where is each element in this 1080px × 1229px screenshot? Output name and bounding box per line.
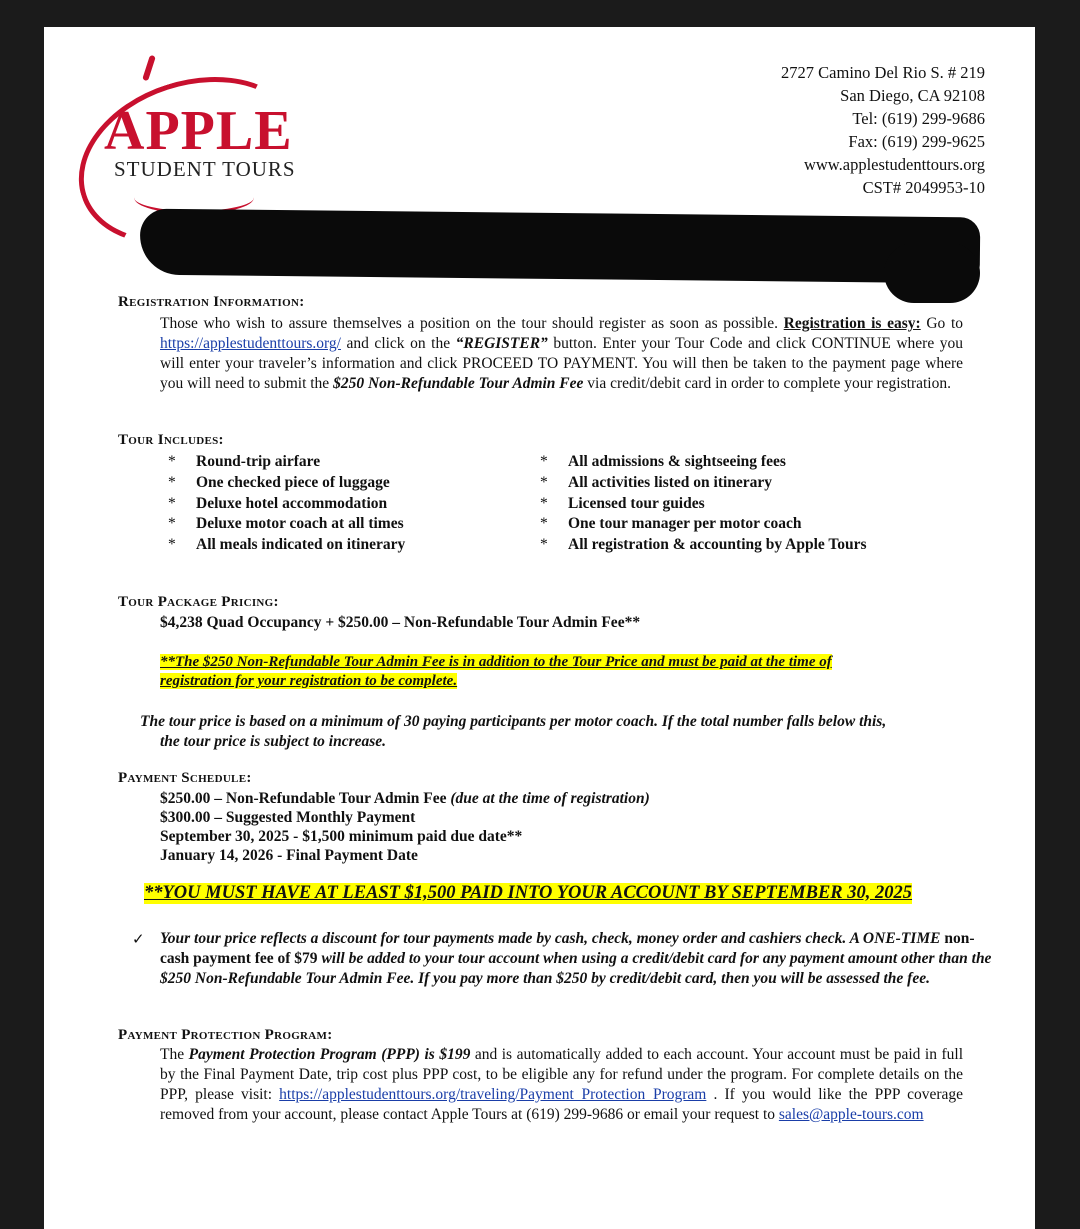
include-item: Round-trip airfare [196, 453, 321, 470]
note-line-2: the tour price is subject to increase. [160, 733, 387, 750]
list-item [532, 535, 867, 556]
ppp-link[interactable]: https://applestudenttours.org/traveling/Payment_Protection_Program [279, 1086, 707, 1103]
include-item: One tour manager per motor coach [568, 515, 802, 533]
address-website: www.applestudenttours.org [803, 155, 985, 174]
list-item [160, 452, 405, 473]
list-item [160, 494, 405, 515]
include-item: Deluxe motor coach at all times [196, 515, 404, 533]
registration-text-5: via credit/debit card in order to complete your registration. [587, 375, 951, 392]
list-item [160, 535, 405, 556]
discount-text-b: non-cash payment fee of $79 [160, 930, 975, 967]
apple-stem-icon [142, 55, 156, 82]
bullet-icon: * [540, 473, 548, 491]
ppp-text-2: and is automatically added to each account. Your account must be paid in full by the Final Payment Date, trip cost plus PPP cost, to be eligible any for refund under the program. For complete details on the PPP, please visit: [160, 1046, 964, 1103]
minimum-participants-note [140, 712, 970, 752]
schedule-line-1 [160, 790, 650, 808]
registration-easy: Registration is easy: [783, 315, 921, 332]
ppp-heading: Payment Protection Program: [118, 1027, 333, 1043]
bullet-icon: * [540, 494, 548, 512]
bullet-icon: * [540, 536, 548, 554]
schedule-line-3: September 30, 2025 - $1,500 minimum paid due date** [160, 828, 523, 845]
list-item [160, 514, 405, 535]
redaction-mark [140, 209, 981, 284]
admin-fee-highlight-line-1: **The $250 Non-Refundable Tour Admin Fee is in addition to the Tour Price and must be paid at the time of [160, 654, 832, 670]
schedule-admin-fee: $250.00 – Non-Refundable Tour Admin Fee [160, 790, 447, 807]
address-street: 2727 Camino Del Rio S. # 219 [781, 63, 985, 82]
bullet-icon: * [168, 453, 176, 470]
ppp-text-3: . If you would like the PPP coverage removed from your account, please contact Apple Tours at (619) 299-9686 or email your request to [160, 1086, 964, 1123]
list-item [532, 494, 867, 515]
company-address-block [781, 61, 985, 199]
bullet-icon: * [168, 494, 176, 512]
list-item [532, 514, 867, 535]
includes-left-list [160, 452, 405, 556]
bullet-icon: * [540, 515, 548, 533]
registration-text-3: and click on the [346, 335, 451, 352]
admin-fee-text: $250 Non-Refundable Tour Admin Fee [333, 375, 584, 392]
include-item: All activities listed on itinerary [568, 473, 773, 491]
pricing-line: $4,238 Quad Occupancy + $250.00 – Non-Refundable Tour Admin Fee** [160, 614, 641, 631]
registration-text-4: button. Enter your Tour Code and click CONTINUE where you will enter your traveler’s information and click PROCEED TO PAYMENT. You will then be taken to the payment page where you will need to submit the [160, 335, 964, 392]
registration-text-2: Go to [926, 315, 964, 332]
include-item: All registration & accounting by Apple Tours [568, 536, 867, 554]
discount-text-a: Your tour price reflects a discount for tour payments made by cash, check, money order and cashiers check. A ONE-TIME [160, 930, 941, 947]
register-button-reference: “REGISTER” [455, 335, 548, 352]
bullet-icon: * [168, 536, 176, 554]
admin-fee-highlight-line-2: registration for your registration to be complete. [160, 673, 458, 689]
address-city: San Diego, CA 92108 [840, 86, 985, 105]
registration-text-1: Those who wish to assure themselves a position on the tour should register as soon as possible. [160, 315, 778, 332]
note-line-1: The tour price is based on a minimum of 30 paying participants per motor coach. If the total number falls below this, [140, 713, 887, 730]
bullet-icon: * [168, 515, 176, 533]
schedule-admin-fee-note: (due at the time of registration) [450, 790, 650, 807]
include-item: All admissions & sightseeing fees [568, 453, 786, 470]
checkmark-icon: ✓ [132, 932, 145, 948]
pricing-heading: Tour Package Pricing: [118, 594, 279, 610]
list-item [532, 473, 867, 494]
includes-right-list [532, 452, 867, 556]
logo-student-tours-text: STUDENT TOURS [114, 157, 296, 181]
redaction-mark-tail [884, 243, 980, 303]
schedule-line-2: $300.00 – Suggested Monthly Payment [160, 809, 416, 826]
include-item: One checked piece of luggage [196, 473, 390, 491]
list-item [160, 473, 405, 494]
schedule-line-4: January 14, 2026 - Final Payment Date [160, 847, 418, 864]
include-item: All meals indicated on itinerary [196, 536, 406, 554]
ppp-text-1: The [160, 1046, 185, 1063]
document-page [44, 27, 1035, 1229]
address-fax: Fax: (619) 299-9625 [848, 132, 985, 151]
ppp-name: Payment Protection Program (PPP) is $199 [188, 1046, 471, 1063]
registration-paragraph [160, 314, 963, 394]
apple-student-tours-logo [74, 51, 334, 231]
schedule-heading: Payment Schedule: [118, 770, 252, 786]
bullet-icon: * [540, 453, 548, 470]
minimum-paid-warning: **YOU MUST HAVE AT LEAST $1,500 PAID INTO YOUR ACCOUNT BY SEPTEMBER 30, 2025 [144, 883, 913, 903]
include-item: Licensed tour guides [568, 494, 705, 512]
ppp-paragraph [160, 1045, 963, 1125]
includes-heading: Tour Includes: [118, 432, 224, 448]
address-cst: CST# 2049953-10 [862, 178, 985, 197]
address-tel: Tel: (619) 299-9686 [852, 109, 985, 128]
discount-text-c: will be added to your tour account when using a credit/debit card for any payment amount other than the $250 Non-Refundable Tour Admin Fee. If you pay more than $250 by credit/debit card, then you will be assessed the fee. [160, 950, 992, 987]
logo-apple-text: APPLE [104, 100, 293, 162]
discount-notice [160, 929, 992, 989]
registration-link[interactable]: https://applestudenttours.org/ [160, 335, 341, 352]
include-item: Deluxe hotel accommodation [196, 494, 388, 512]
list-item [532, 452, 867, 473]
bullet-icon: * [168, 473, 176, 491]
admin-fee-highlight [160, 653, 832, 691]
registration-heading: Registration Information: [118, 294, 305, 310]
sales-email-link[interactable]: sales@apple-tours.com [778, 1106, 924, 1123]
